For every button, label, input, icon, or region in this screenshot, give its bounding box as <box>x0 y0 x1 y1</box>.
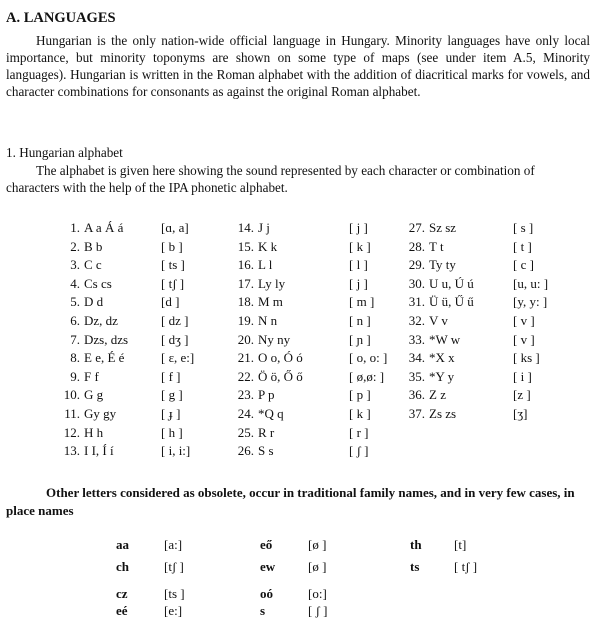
alphabet-subheading: 1. Hungarian alphabet <box>6 145 123 160</box>
letter: *W w <box>429 331 461 347</box>
letter: C c <box>84 257 102 273</box>
ipa-sound: [ k ] <box>349 405 371 421</box>
entry-number: 2. <box>70 238 80 254</box>
letter: R r <box>258 424 275 440</box>
alphabet-row <box>407 220 534 239</box>
entry-number: 19. <box>237 312 254 328</box>
ipa-sound: [ t ] <box>513 238 532 254</box>
ipa-sound: [ tʃ ] <box>161 275 185 291</box>
letter: U u, Ú ú <box>429 275 474 291</box>
ipa-sound: [ k ] <box>349 238 371 254</box>
entry-number: 32. <box>408 312 425 328</box>
letter: M m <box>258 294 283 310</box>
entry-number: 30. <box>408 275 425 291</box>
ipa-sound: [ ks ] <box>513 350 540 366</box>
entry-number: 12. <box>63 424 80 440</box>
ipa-sound: [ʒ] <box>513 405 528 421</box>
letter: F f <box>84 368 99 384</box>
entry-number: 5. <box>70 294 80 310</box>
entry-number: 15. <box>237 238 254 254</box>
alphabet-row <box>62 387 183 406</box>
ipa-sound: [ p ] <box>349 387 371 403</box>
entry-number: 6. <box>70 312 80 328</box>
alphabet-row <box>236 387 371 406</box>
alphabet-column-2 <box>236 220 388 462</box>
obsolete-sound: [ø ] <box>308 537 327 552</box>
entry-number: 25. <box>237 424 254 440</box>
letter: Zs zs <box>429 405 457 421</box>
entry-number: 37. <box>408 405 425 421</box>
letter: L l <box>258 257 273 273</box>
alphabet-row <box>62 331 189 351</box>
entry-number: 1. <box>70 220 80 235</box>
obsolete-sound: [a:] <box>164 537 183 552</box>
letter: B b <box>84 238 103 254</box>
obsolete-letter: ts <box>410 559 420 574</box>
ipa-sound: [ ʃ ] <box>349 443 369 459</box>
obsolete-letter: eő <box>260 537 273 552</box>
ipa-sound: [ ø,ø: ] <box>349 368 385 384</box>
alphabet-row <box>407 350 540 369</box>
letter: Cs cs <box>84 275 112 291</box>
letter: Dzs, dzs <box>84 331 129 347</box>
ipa-sound: [ v ] <box>513 331 535 347</box>
entry-number: 11. <box>64 405 80 421</box>
ipa-sound: [ m ] <box>349 294 375 310</box>
entry-number: 24. <box>237 405 254 421</box>
letter: V v <box>429 312 448 328</box>
letter: Z z <box>429 387 446 403</box>
ipa-sound: [ ɲ ] <box>349 331 371 347</box>
ipa-sound: [ ɟ ] <box>161 405 181 421</box>
ipa-sound: [ ts ] <box>161 257 185 273</box>
entry-number: 28. <box>408 238 425 254</box>
alphabet-table <box>0 220 600 470</box>
ipa-sound: [ b ] <box>161 238 183 254</box>
alphabet-row <box>62 275 185 295</box>
alphabet-row <box>236 368 385 388</box>
alphabet-row <box>62 312 189 332</box>
letter: K k <box>258 238 278 254</box>
alphabet-row <box>236 443 369 462</box>
letter: S s <box>258 443 274 459</box>
ipa-sound: [ dʒ ] <box>161 331 189 347</box>
alphabet-row <box>407 312 535 332</box>
letter: H h <box>84 424 104 440</box>
obsolete-sound: [o:] <box>308 586 327 601</box>
alphabet-row <box>236 257 368 276</box>
ipa-sound: [ɑ, a] <box>161 220 189 235</box>
alphabet-row <box>236 294 375 313</box>
entry-number: 22. <box>237 368 254 384</box>
letter: E e, É é <box>84 350 125 366</box>
obsolete-sound: [e:] <box>164 603 183 618</box>
entry-number: 9. <box>70 368 80 384</box>
entry-number: 36. <box>408 387 425 403</box>
entry-number: 27. <box>408 220 425 235</box>
obsolete-letter: ew <box>260 559 276 574</box>
ipa-sound: [ dz ] <box>161 312 189 328</box>
obsolete-letters-table <box>0 537 600 627</box>
letter: D d <box>84 294 104 310</box>
ipa-sound: [ j ] <box>349 275 368 291</box>
alphabet-row <box>407 238 532 258</box>
entry-number: 31. <box>408 294 425 310</box>
obsolete-heading <box>6 484 590 520</box>
alphabet-row <box>62 238 183 258</box>
alphabet-row <box>236 350 388 369</box>
alphabet-row <box>236 220 368 239</box>
letter: Sz sz <box>429 220 457 235</box>
alphabet-row <box>236 331 371 351</box>
obsolete-letter: s <box>260 603 266 618</box>
letter: P p <box>258 387 275 403</box>
entry-number: 3. <box>70 257 80 273</box>
ipa-sound: [ ɛ, e:] <box>161 350 195 366</box>
letter: Gy gy <box>84 405 117 421</box>
alphabet-row <box>407 275 549 295</box>
entry-number: 7. <box>70 331 80 347</box>
ipa-sound: [ c ] <box>513 257 534 273</box>
entry-number: 8. <box>70 350 80 366</box>
alphabet-row <box>407 294 548 313</box>
entry-number: 29. <box>408 257 425 273</box>
alphabet-row <box>407 405 528 425</box>
entry-number: 23. <box>237 387 254 403</box>
obsolete-letter: aa <box>116 537 129 552</box>
obsolete-letter: ch <box>116 559 129 574</box>
letter: Dz, dz <box>84 312 118 328</box>
obsolete-heading-text: Other letters considered as obsolete, occur in traditional family names, and in very few cases, in place names <box>6 485 575 518</box>
entry-number: 26. <box>237 443 254 459</box>
entry-number: 34. <box>408 350 425 366</box>
entry-number: 10. <box>63 387 80 403</box>
alphabet-row <box>407 331 535 351</box>
ipa-sound: [ n ] <box>349 312 371 328</box>
entry-number: 16. <box>237 257 254 273</box>
letter: *Q q <box>258 405 284 421</box>
letter: *Y y <box>429 368 455 384</box>
ipa-sound: [ j ] <box>349 220 368 235</box>
letter: Ty ty <box>429 257 456 273</box>
entry-number: 4. <box>70 275 80 291</box>
obsolete-sound: [ tʃ ] <box>454 559 478 574</box>
letter: J j <box>258 220 270 235</box>
entry-number: 20. <box>237 331 254 347</box>
ipa-sound: [ s ] <box>513 220 534 235</box>
alphabet-row <box>62 405 181 425</box>
entry-number: 33. <box>408 331 425 347</box>
obsolete-letter: th <box>410 537 422 552</box>
letter: G g <box>84 387 104 403</box>
entry-number: 21. <box>237 350 254 366</box>
ipa-sound: [ i ] <box>513 368 532 384</box>
alphabet-row <box>236 238 371 258</box>
entry-number: 35. <box>408 368 425 384</box>
ipa-sound: [ v ] <box>513 312 535 328</box>
alphabet-description: The alphabet is given here showing the sound represented by each character or combination of characters with the help of the IPA phonetic alphabet. <box>6 163 535 195</box>
intro-paragraph: Hungarian is the only nation-wide official language in Hungary. Minority languages have only local importance, but minority toponyms are shown on some type of maps (see under item A.5, Minority languages). Hungarian is written in the Roman alphabet with the addition of diacritical marks for vowels, and character combinations for consonants as against the original Roman alphabet. <box>6 33 590 99</box>
entry-number: 13. <box>63 443 80 459</box>
ipa-sound: [ l ] <box>349 257 368 273</box>
obsolete-letter: cz <box>116 586 128 601</box>
ipa-sound: [ o, o: ] <box>349 350 388 366</box>
obsolete-sound: [tʃ ] <box>164 559 184 574</box>
alphabet-column-1 <box>62 220 195 462</box>
letter: Ö ö, Ő ő <box>258 368 303 384</box>
alphabet-row <box>62 220 189 239</box>
alphabet-row <box>62 350 195 369</box>
entry-number: 14. <box>237 220 254 235</box>
ipa-sound: [ i, i:] <box>161 443 191 459</box>
letter: *X x <box>429 350 455 366</box>
section-heading: A. LANGUAGES <box>6 10 116 26</box>
ipa-sound: [y, y: ] <box>513 294 548 310</box>
letter: Ly ly <box>258 275 286 291</box>
letter: T t <box>429 238 444 254</box>
obsolete-letter: eé <box>116 603 128 618</box>
ipa-sound: [ r ] <box>349 424 369 440</box>
obsolete-sound: [t] <box>454 537 467 552</box>
letter: I I, Í í <box>84 443 114 459</box>
ipa-sound: [d ] <box>161 294 180 310</box>
obsolete-letter: oó <box>260 586 273 601</box>
ipa-sound: [ h ] <box>161 424 183 440</box>
letter: Ny ny <box>258 331 291 347</box>
alphabet-row <box>62 424 183 444</box>
letter: O o, Ó ó <box>258 350 303 366</box>
alphabet-row <box>407 387 531 406</box>
alphabet-row <box>407 257 534 276</box>
ipa-sound: [ g ] <box>161 387 183 403</box>
obsolete-sound: [ ʃ ] <box>308 603 328 618</box>
alphabet-row <box>407 368 532 388</box>
ipa-sound: [z ] <box>513 387 531 403</box>
letter: Ü ü, Ű ű <box>429 294 474 310</box>
letter: N n <box>258 312 278 328</box>
alphabet-row <box>236 424 369 444</box>
obsolete-sound: [ø ] <box>308 559 327 574</box>
alphabet-row <box>62 294 180 313</box>
ipa-sound: [u, u: ] <box>513 275 549 291</box>
alphabet-row <box>62 368 181 388</box>
letter: A a Á á <box>84 220 124 235</box>
alphabet-row <box>236 275 368 295</box>
alphabet-row <box>62 257 185 276</box>
entry-number: 18. <box>237 294 254 310</box>
alphabet-row <box>62 443 191 462</box>
alphabet-column-3 <box>407 220 549 425</box>
entry-number: 17. <box>237 275 254 291</box>
alphabet-row <box>236 312 371 332</box>
ipa-sound: [ f ] <box>161 368 181 384</box>
alphabet-row <box>236 405 371 425</box>
obsolete-sound: [ts ] <box>164 586 185 601</box>
